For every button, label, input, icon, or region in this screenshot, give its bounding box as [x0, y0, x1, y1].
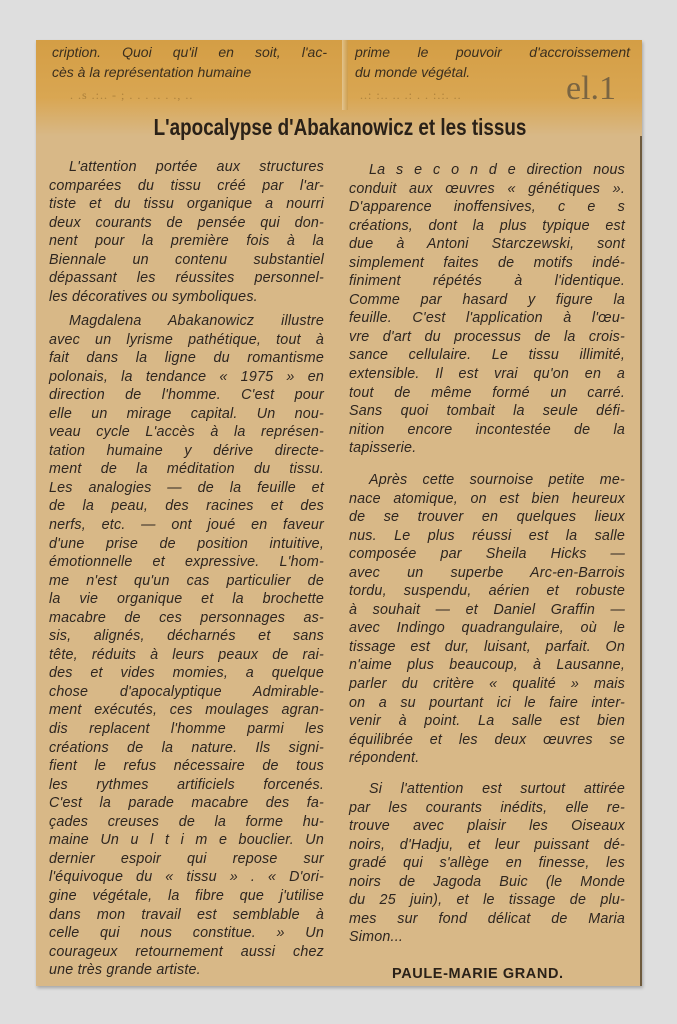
text-line: ment exécutés, ces moulages agran- — [49, 702, 324, 719]
text-line: due à Antoni Starczewski, sont — [349, 236, 625, 253]
text-line: çades creuses de la forme hu- — [49, 813, 324, 830]
text-line: fait dans la ligne du romantisme — [49, 350, 324, 367]
text-line: nent pour la première fois à la — [49, 233, 324, 250]
text-line: mes sur fond délicat de Maria — [349, 910, 625, 927]
text-line: avec un lyrisme pathétique, tout à — [49, 331, 324, 348]
text-line: de se trouver en quelques lieux — [349, 509, 625, 526]
text-line: courageux retournement aussi chez — [49, 943, 324, 960]
text-line: comparées du tissu créé par l'ar- — [49, 177, 324, 194]
text-line: Les analogies — de la feuille et — [49, 479, 324, 496]
text-line: on a su pourtant ici le faire inter- — [349, 694, 625, 711]
text-line: Comme par hasard y figure la — [349, 291, 625, 308]
text-line: les rythmes artificiels forcenés. — [49, 776, 324, 793]
text-line: de la peau, des racines et des — [49, 498, 324, 515]
text-line: tête, réduits à leurs peaux de rai- — [49, 646, 324, 663]
text-line: la vie organique et la brochette — [49, 591, 324, 608]
text-line: L'attention portée aux structures — [69, 159, 324, 175]
text-line: d'une prise de position intuitive, — [49, 535, 324, 552]
text-line: tation humaine y dérive directe- — [49, 442, 324, 459]
text-line: nerfs, etc. — ont joué en faveur — [49, 517, 324, 534]
text-line: feuille. C'est l'application à l'œu- — [349, 310, 625, 327]
text-line: Magdalena Abakanowicz illustre — [69, 313, 324, 329]
text-line: noirs de Jagoda Buic (le Monde — [349, 873, 625, 890]
text-line: des et vides momies, a quelque — [49, 665, 324, 682]
text-line: tiste et du tissu organique a nourri — [49, 196, 324, 213]
article-paragraph — [349, 161, 625, 458]
text-line: deux courants de pensée qui don- — [49, 214, 324, 231]
bleed-through-text: ..: :.. .. .: . . :.:. .. — [360, 88, 462, 102]
text-line: équilibrée et les deux œuvres se — [349, 731, 625, 748]
text-line: dernier espoir qui repose sur — [49, 850, 324, 867]
text-line: dans mon travail est semblable à — [49, 906, 324, 923]
text-line: sance cellulaire. Le tissu illimité, — [349, 347, 625, 364]
text-line: elle un mirage capital. Un nou- — [49, 405, 324, 422]
text-line: chose d'apocalyptique Admirable- — [49, 683, 324, 700]
text-line: fient le refus nécessaire de tous — [49, 758, 324, 775]
article-title: L'apocalypse d'Abakanowicz et les tissus — [153, 114, 527, 140]
text-line: direction de l'homme. C'est pour — [49, 387, 324, 404]
text-line: tout de même formé un carré. — [349, 384, 625, 401]
text-line: me n'est qu'un cas particulier de — [49, 572, 324, 589]
text-line: gine végétale, la fibre que j'utilise — [49, 887, 324, 904]
text-line: n'aime plus beaucoup, à Lausanne, — [349, 657, 625, 674]
text-line: avec un superbe Arc-en-Barrois — [349, 564, 625, 581]
text-line: par les courants inédits, elle re- — [349, 799, 625, 816]
text-line: sis, alignés, décharnés et sans — [49, 628, 324, 645]
text-line: nus. Le plus réussi est la salle — [349, 527, 625, 544]
text-line: extensible. Il est vrai qu'on en a — [349, 366, 625, 383]
text-line: les décoratives ou symboliques. — [49, 288, 258, 305]
text-line: répondent. — [349, 750, 420, 767]
text-line: noirs, d'Hadju, et leur puissant dé- — [349, 836, 625, 853]
author-signature: PAULE-MARIE GRAND. — [392, 966, 564, 982]
text-line: venir à point. La salle est bien — [349, 713, 625, 730]
bleed-through-text: . .s .:.. - ; . . . .. . ., .. — [70, 88, 194, 102]
text-line: Biennale un contenu substantiel — [49, 251, 324, 268]
text-line: maine Un u l t i m e bouclier. Un — [49, 832, 324, 849]
text-line: nace atomique, on est bien heureux — [349, 490, 625, 507]
text-line: polonais, la tendance « 1975 » en — [49, 368, 324, 385]
text-line: tordu, suspendu, aérien et robuste — [349, 583, 625, 600]
text-line: Simon... — [349, 929, 404, 946]
text-line: finiment répétés à l'identique. — [349, 273, 625, 290]
article-paragraph — [49, 312, 324, 980]
fragment-right-line: prime le pouvoir d'accroissement — [355, 44, 630, 60]
text-line: conduit aux œuvres « génétiques ». — [349, 180, 625, 197]
text-line: une très grande artiste. — [49, 962, 201, 979]
text-line: à souhait — et Daniel Graffin — — [349, 601, 625, 618]
fragment-right-line: du monde végétal. — [355, 64, 471, 80]
text-line: dépassant les réussites personnel- — [49, 270, 324, 287]
text-line: celle qui nous constitue. » Un — [49, 925, 324, 942]
text-line: l'équivoque du « tissu » . « D'ori- — [49, 869, 324, 886]
text-line: créations, dont la plus typique est — [349, 217, 625, 234]
text-line: macabre de ces personnages as- — [49, 609, 324, 626]
fragment-left-line: cription. Quoi qu'il en soit, l'ac- — [52, 44, 327, 60]
archive-stamp: el.1 — [566, 70, 617, 107]
text-line: Si l'attention est surtout attirée — [369, 781, 625, 797]
text-line: du 25 juin), et le tissage de plu- — [349, 892, 625, 909]
text-line: vre d'art du processus de la crois- — [349, 328, 625, 345]
text-line: Sans quoi tombait la seule défi- — [349, 403, 625, 420]
text-line: D'apparence inoffensives, c e s — [349, 199, 625, 216]
text-line: tissage est dur, luisant, parfait. On — [349, 638, 625, 655]
text-line: ment de la méditation du tissu. — [49, 461, 324, 478]
text-line: veau cycle L'accès à la représen- — [49, 424, 324, 441]
fragment-left-line: cès à la représentation humaine — [52, 64, 252, 80]
text-line: avec Indingo quadrangulaire, où le — [349, 620, 625, 637]
text-line: créations de la nature. Ils signi- — [49, 739, 324, 756]
text-line: émotionnelle et expressive. L'hom- — [49, 554, 324, 571]
text-line: simplement faites de motifs indé- — [349, 254, 625, 271]
paper-fold — [342, 40, 348, 110]
text-line: La s e c o n d e direction nous — [369, 162, 625, 178]
article-paragraph — [349, 471, 625, 768]
article-paragraph — [349, 780, 625, 947]
article-paragraph — [49, 158, 324, 306]
text-line: C'est la parade macabre des fa- — [49, 795, 324, 812]
text-line: trouve avec plaisir les Oiseaux — [349, 818, 625, 835]
text-line: gradé qui s'allège en finesse, les — [349, 855, 625, 872]
text-line: nition encore incontestée de la — [349, 421, 625, 438]
text-line: tapisserie. — [349, 440, 417, 457]
text-line: composée par Sheila Hicks — — [349, 546, 625, 563]
text-line: parler du critère « qualité » mais — [349, 676, 625, 693]
text-line: dis replacent l'homme parmi les — [49, 721, 324, 738]
text-line: Après cette sournoise petite me- — [369, 472, 625, 488]
